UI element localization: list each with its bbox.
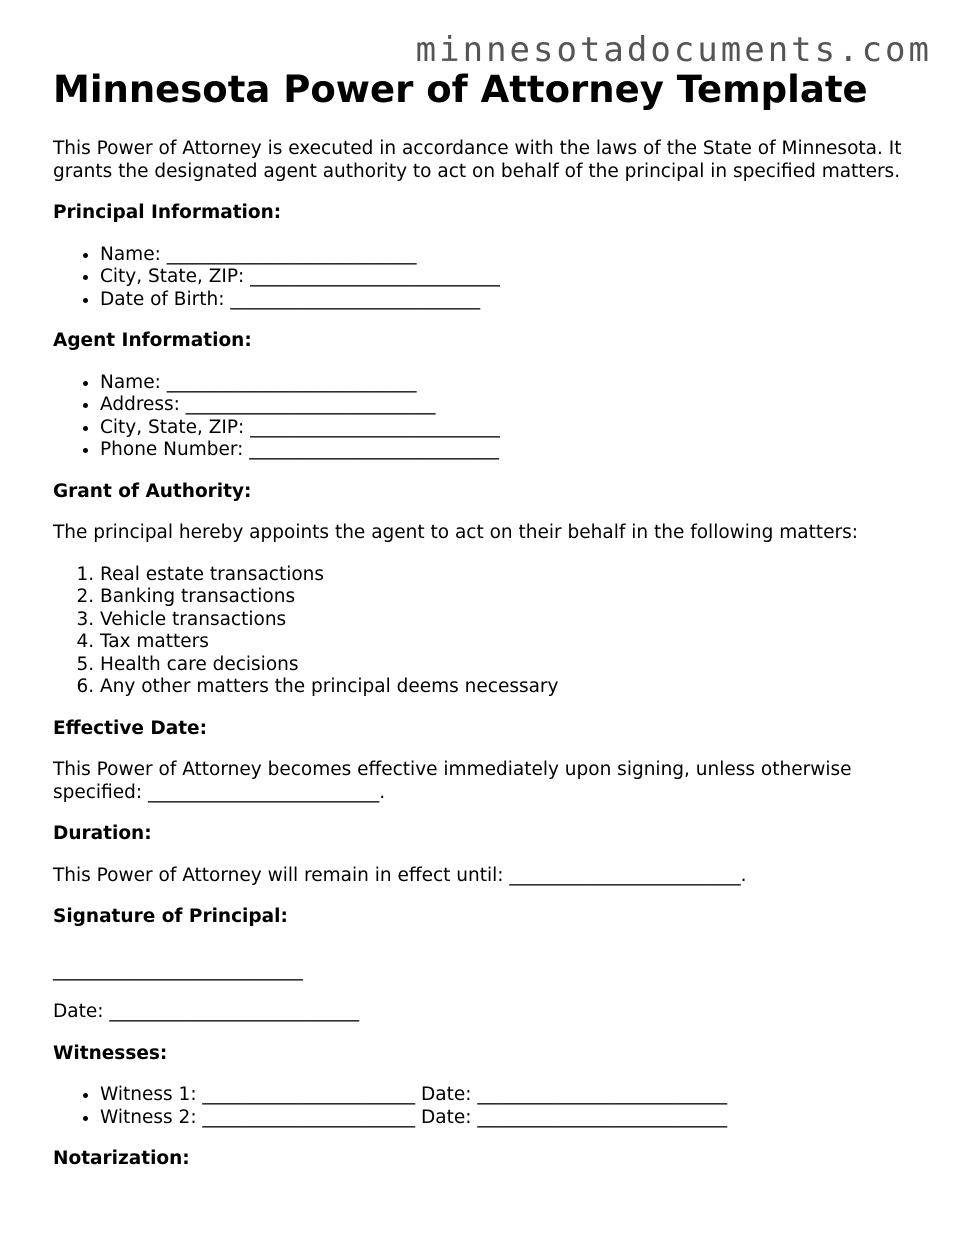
grant-heading: Grant of Authority: [53, 480, 252, 502]
agent-city-field: • City, State, ZIP: ___________________________ [100, 417, 923, 440]
document-body [53, 66, 923, 1171]
agent-name-field: • Name: ___________________________ [100, 372, 923, 395]
witness-1-field: • Witness 1: _______________________ Date: ___________________________ [100, 1084, 923, 1107]
principal-name-field: • Name: ___________________________ [100, 244, 923, 267]
duration-heading: Duration: [53, 823, 152, 844]
witness-list [53, 1084, 923, 1129]
duration-text: This Power of Attorney will remain in effect until: _________________________. [53, 864, 747, 886]
signature-date: Date: ___________________________ [53, 1001, 360, 1022]
grant-item: 4. Tax matters [100, 631, 923, 654]
principal-fields [53, 244, 923, 312]
effective-text: This Power of Attorney becomes effective immediately upon signing, unless otherwise specified: _________________________. [53, 759, 852, 803]
grant-item: 3. Vehicle transactions [100, 609, 923, 632]
grant-item: 2. Banking transactions [100, 586, 923, 609]
witness-2-field: • Witness 2: _______________________ Date: ___________________________ [100, 1107, 923, 1130]
signature-line: ___________________________ [53, 959, 303, 981]
page-title: Minnesota Power of Attorney Template [53, 68, 868, 111]
effective-heading: Effective Date: [53, 717, 207, 739]
principal-dob-field: • Date of Birth: ___________________________ [100, 289, 923, 312]
grant-item: 6. Any other matters the principal deems necessary [100, 676, 923, 699]
principal-city-field: • City, State, ZIP: ___________________________ [100, 266, 923, 289]
agent-heading: Agent Information: [53, 330, 252, 351]
intro-paragraph: This Power of Attorney is executed in accordance with the laws of the State of Minnesota. It grants the designated agent authority to act on behalf of the principal in specified matters. [53, 138, 902, 182]
site-watermark: minnesotadocuments.com [415, 30, 932, 70]
grant-item: 5. Health care decisions [100, 654, 923, 677]
grant-list [53, 564, 923, 699]
signature-heading: Signature of Principal: [53, 906, 288, 927]
witnesses-heading: Witnesses: [53, 1042, 168, 1064]
agent-address-field: • Address: ___________________________ [100, 394, 923, 417]
grant-text: The principal hereby appoints the agent to act on their behalf in the following matters: [53, 522, 859, 543]
agent-phone-field: • Phone Number: ___________________________ [100, 439, 923, 462]
notarization-heading: Notarization: [53, 1148, 190, 1169]
principal-heading: Principal Information: [53, 202, 282, 223]
grant-item: 1. Real estate transactions [100, 564, 923, 587]
agent-fields [53, 372, 923, 462]
